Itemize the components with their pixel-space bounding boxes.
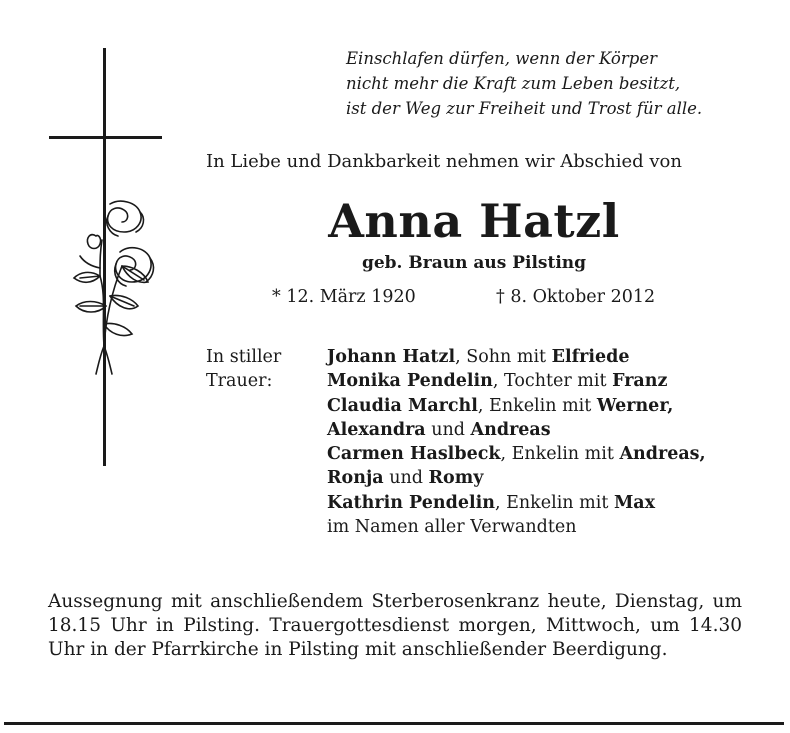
mourner-row — [327, 394, 706, 418]
mourner-name: Kathrin Pendelin — [327, 492, 495, 513]
poem-line: ist der Weg zur Freiheit und Trost für alle. — [346, 99, 703, 118]
funeral-details: Aussegnung mit anschließendem Sterberosenkranz heute, Dienstag, um 18.15 Uhr in Pilsting. Trauergottesdienst morgen, Mittwoch, um 14.30 Uhr in der Pfarrkirche in Pilsting mit anschließender Beerdigung. — [48, 591, 742, 661]
mourner-name: Monika Pendelin — [327, 371, 493, 392]
mourner-relation: , Enkelin mit — [477, 395, 597, 416]
mourner-name: Romy — [428, 468, 484, 489]
mourners-list — [327, 345, 706, 539]
mourner-name: Johann Hatzl — [327, 347, 456, 367]
mourner-row — [327, 418, 706, 442]
poem-line: nicht mehr die Kraft zum Leben besitzt, — [346, 74, 681, 93]
mourner-relation: und — [383, 468, 429, 489]
mourner-name: Ronja — [327, 468, 384, 489]
mourner-name: Alexandra — [327, 419, 426, 440]
mourner-name: Carmen Haslbeck — [327, 444, 501, 465]
mourner-row — [327, 345, 706, 369]
mourner-row — [327, 369, 706, 393]
mourner-name: Claudia Marchl — [327, 395, 478, 416]
mourner-relation: , Enkelin mit — [500, 444, 620, 465]
mourner-name: Werner, — [596, 395, 674, 416]
mourner-name: Elfriede — [551, 347, 630, 367]
mourning-label — [206, 345, 281, 394]
mourner-row — [327, 442, 706, 466]
mourning-label-line: In stiller — [206, 347, 282, 367]
mourner-row — [327, 466, 706, 490]
mourner-relation: und — [425, 419, 471, 440]
birth-date: * 12. März 1920 — [272, 287, 416, 307]
mourner-name: Franz — [612, 371, 668, 392]
mourner-name: Andreas — [470, 419, 551, 440]
deceased-name: Anna Hatzl — [328, 194, 620, 248]
mourner-relation: im Namen aller Verwandten — [327, 517, 577, 538]
mourner-row — [327, 515, 706, 539]
mourner-relation: , Tochter mit — [492, 371, 613, 392]
mourner-name: Andreas, — [619, 444, 706, 465]
mourner-name: Max — [613, 492, 656, 513]
mourner-relation: , Sohn mit — [455, 347, 552, 367]
birth-name: geb. Braun aus Pilsting — [361, 253, 587, 273]
intro-text: In Liebe und Dankbarkeit nehmen wir Abschied von — [206, 151, 682, 172]
mourning-label-line: Trauer: — [206, 371, 273, 392]
poem — [346, 46, 702, 121]
mourner-relation: , Enkelin mit — [494, 492, 614, 513]
mourner-row — [327, 491, 706, 515]
poem-line: Einschlafen dürfen, wenn der Körper — [346, 49, 657, 68]
cross-icon-bar — [49, 136, 162, 139]
death-date: † 8. Oktober 2012 — [496, 287, 656, 307]
bottom-border — [4, 722, 784, 725]
